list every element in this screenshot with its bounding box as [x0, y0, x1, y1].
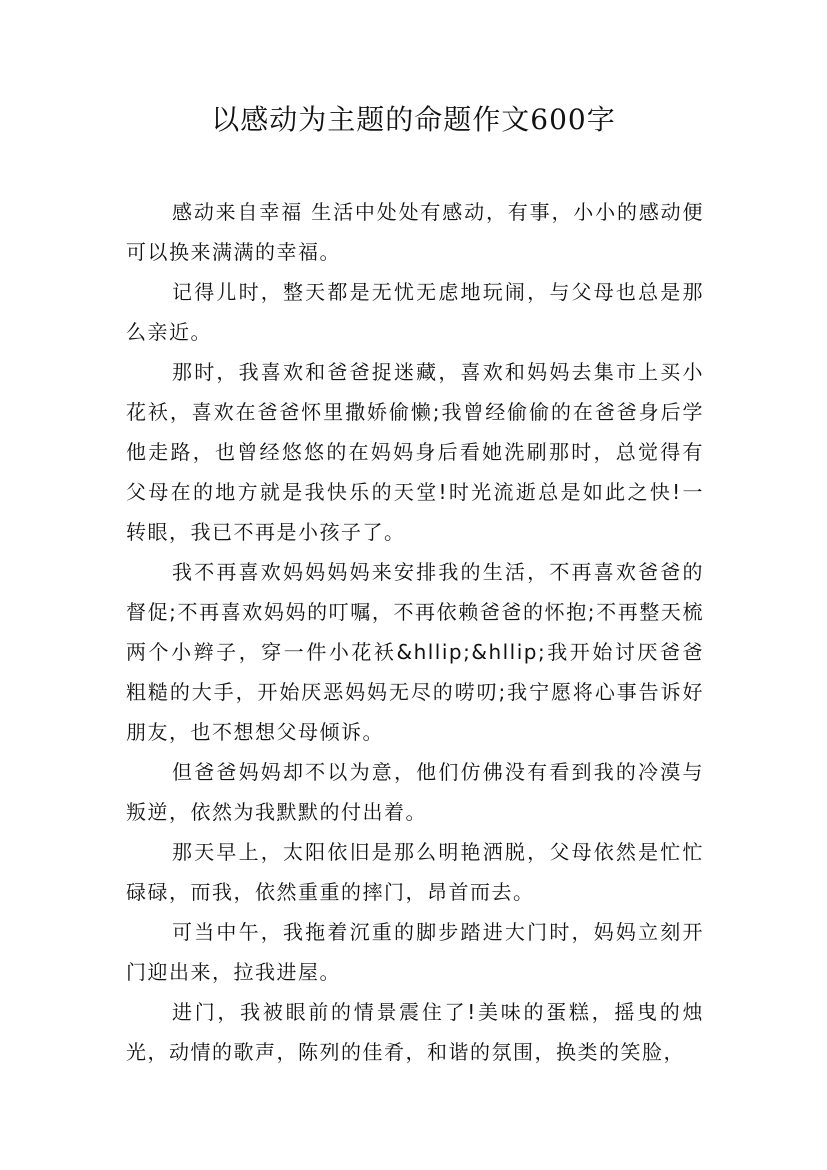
essay-body	[126, 192, 704, 1072]
paragraph-6: 那天早上，太阳依旧是那么明艳洒脱，父母依然是忙忙碌碌，而我，依然重重的摔门，昂首而去。	[126, 840, 704, 904]
paragraph-5: 但爸爸妈妈却不以为意，他们仿佛没有看到我的冷漠与叛逆，依然为我默默的付出着。	[126, 760, 704, 824]
paragraph-7: 可当中午，我拖着沉重的脚步踏进大门时，妈妈立刻开门迎出来，拉我进屋。	[126, 920, 704, 984]
paragraph-3: 那时，我喜欢和爸爸捉迷藏，喜欢和妈妈去集市上买小花袄，喜欢在爸爸怀里撒娇偷懒;我曾经偷偷的在爸爸身后学他走路，也曾经悠悠的在妈妈身后看她洗刷那时，总觉得有父母在的地方就是我快乐的天堂!时光流逝总是如此之快!一转眼，我已不再是小孩子了。	[126, 360, 704, 544]
paragraph-8: 进门，我被眼前的情景震住了!美味的蛋糕，摇曳的烛光，动情的歌声，陈列的佳肴，和谐的氛围，换类的笑脸，	[126, 1000, 704, 1064]
paragraph-2: 记得儿时，整天都是无忧无虑地玩闹，与父母也总是那么亲近。	[126, 280, 704, 344]
paragraph-4: 我不再喜欢妈妈妈妈来安排我的生活，不再喜欢爸爸的督促;不再喜欢妈妈的叮嘱，不再依赖爸爸的怀抱;不再整天梳两个小辫子，穿一件小花袄&hllip;&hllip;我开始讨厌爸爸粗糙的大手，开始厌恶妈妈无尽的唠叨;我宁愿将心事告诉好朋友，也不想想父母倾诉。	[126, 560, 704, 744]
page-title: 以感动为主题的命题作文600字	[211, 103, 616, 136]
paragraph-1: 感动来自幸福 生活中处处有感动，有事，小小的感动便可以换来满满的幸福。	[126, 200, 704, 264]
